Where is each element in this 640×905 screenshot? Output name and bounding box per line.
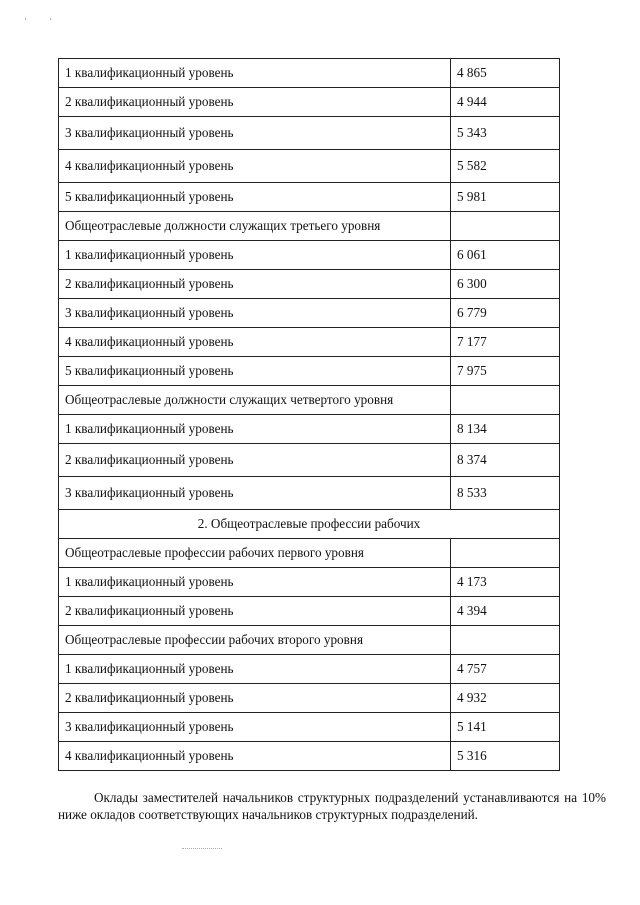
level-label: 2 квалификационный уровень: [59, 597, 451, 626]
table-row: [59, 117, 560, 150]
table-row: [59, 477, 560, 510]
salary-value: 6 779: [451, 299, 560, 328]
group-row: [59, 539, 560, 568]
salary-table: [58, 58, 560, 771]
level-label: 5 квалификационный уровень: [59, 357, 451, 386]
salary-value: 5 343: [451, 117, 560, 150]
salary-value: [451, 626, 560, 655]
note-paragraph: [58, 790, 606, 823]
level-label: 4 квалификационный уровень: [59, 328, 451, 357]
table-row: [59, 150, 560, 183]
level-label: 1 квалификационный уровень: [59, 568, 451, 597]
salary-value: 4 394: [451, 597, 560, 626]
group-label: Общеотраслевые профессии рабочих второго уровня: [59, 626, 451, 655]
salary-value: [451, 386, 560, 415]
level-label: 3 квалификационный уровень: [59, 117, 451, 150]
salary-value: 5 316: [451, 742, 560, 771]
salary-value: 4 944: [451, 88, 560, 117]
level-label: 1 квалификационный уровень: [59, 59, 451, 88]
level-label: 3 квалификационный уровень: [59, 477, 451, 510]
salary-value: 4 173: [451, 568, 560, 597]
table-row: [59, 59, 560, 88]
level-label: 5 квалификационный уровень: [59, 183, 451, 212]
salary-value: 8 374: [451, 444, 560, 477]
salary-value: 5 582: [451, 150, 560, 183]
salary-value: 8 134: [451, 415, 560, 444]
salary-value: 4 932: [451, 684, 560, 713]
table-row: [59, 742, 560, 771]
note-text: Оклады заместителей начальников структурных подразделений устанавливаются на 10% ниже окладов соответствующих начальников структурных подразделений.: [58, 790, 606, 822]
table-row: [59, 299, 560, 328]
level-label: 3 квалификационный уровень: [59, 299, 451, 328]
salary-value: 4 865: [451, 59, 560, 88]
salary-value: 8 533: [451, 477, 560, 510]
group-label: Общеотраслевые должности служащих третьего уровня: [59, 212, 451, 241]
table-row: [59, 241, 560, 270]
table-row: [59, 270, 560, 299]
salary-value: 7 975: [451, 357, 560, 386]
table-row: [59, 444, 560, 477]
table-row: [59, 328, 560, 357]
table-row: [59, 415, 560, 444]
level-label: 2 квалификационный уровень: [59, 684, 451, 713]
table-row: [59, 713, 560, 742]
faint-mark: [182, 848, 222, 849]
table-row: [59, 183, 560, 212]
table-row: [59, 684, 560, 713]
group-row: [59, 626, 560, 655]
section-row: [59, 510, 560, 539]
level-label: 4 квалификационный уровень: [59, 742, 451, 771]
table-row: [59, 597, 560, 626]
level-label: 2 квалификационный уровень: [59, 88, 451, 117]
salary-value: 7 177: [451, 328, 560, 357]
level-label: 1 квалификационный уровень: [59, 655, 451, 684]
scan-specks: · ·: [24, 14, 63, 24]
salary-value: 5 981: [451, 183, 560, 212]
salary-value: 5 141: [451, 713, 560, 742]
section-title: 2. Общеотраслевые профессии рабочих: [59, 510, 560, 539]
salary-value: 6 061: [451, 241, 560, 270]
level-label: 2 квалификационный уровень: [59, 444, 451, 477]
group-row: [59, 386, 560, 415]
table-row: [59, 357, 560, 386]
level-label: 4 квалификационный уровень: [59, 150, 451, 183]
group-label: Общеотраслевые профессии рабочих первого уровня: [59, 539, 451, 568]
table-row: [59, 568, 560, 597]
salary-value: 4 757: [451, 655, 560, 684]
table-row: [59, 655, 560, 684]
level-label: 3 квалификационный уровень: [59, 713, 451, 742]
salary-value: 6 300: [451, 270, 560, 299]
group-row: [59, 212, 560, 241]
group-label: Общеотраслевые должности служащих четвертого уровня: [59, 386, 451, 415]
level-label: 1 квалификационный уровень: [59, 241, 451, 270]
level-label: 2 квалификационный уровень: [59, 270, 451, 299]
salary-value: [451, 539, 560, 568]
table-row: [59, 88, 560, 117]
salary-value: [451, 212, 560, 241]
level-label: 1 квалификационный уровень: [59, 415, 451, 444]
salary-table-body: [59, 59, 560, 771]
